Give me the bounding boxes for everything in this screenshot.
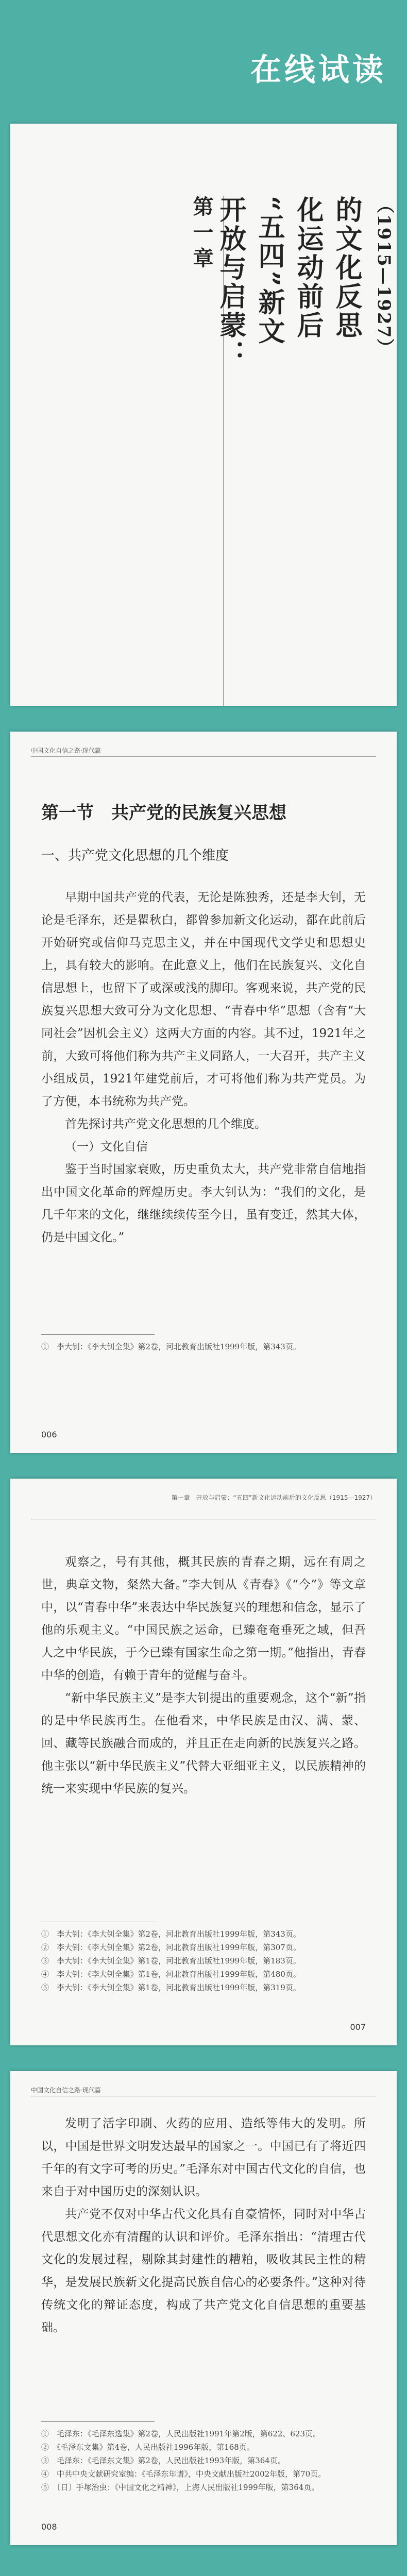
banner: [0, 0, 407, 98]
footnotes: [41, 1334, 366, 1353]
footnote: ④ 李大钊：《李大钊全集》第1卷，河北教育出版社1999年版，第480页。: [41, 1970, 301, 1979]
paragraph: 发明了活字印刷、火药的应用、造纸等伟大的发明。所以，中国是世界文明发达最早的国家之一。中国已有了将近四千年的有文字可考的历史。”毛泽东对中国古代文化的自信，也来自于对中国历史的深刻认识。: [41, 2117, 366, 2198]
footnote: ② 《毛泽东文集》第4卷，人民出版社1996年版，第168页。: [41, 2443, 255, 2452]
chapter-title-line-2: “五四”新文: [253, 196, 285, 346]
book-page-3: [10, 1479, 397, 2045]
page-number: 007: [350, 2022, 366, 2032]
paragraph: 首先探讨共产党文化思想的几个维度。: [65, 1117, 266, 1131]
book-page-4: [10, 2071, 397, 2545]
section-title: 第一节 共产党的民族复兴思想: [41, 803, 286, 823]
running-header: 中国文化自信之路·现代篇: [31, 747, 101, 754]
paragraph: （一）文化自信: [65, 1140, 148, 1154]
page-number: 006: [41, 1430, 57, 1439]
footnote: ③ 李大钊：《李大钊全集》第1卷，河北教育出版社1999年版，第183页。: [41, 1956, 301, 1965]
chapter-title-line-4: 的文化反思: [331, 196, 362, 340]
footnote: ④ 中共中央文献研究室编：《毛泽东年谱》，中央文献出版社2002年版，第70页。: [41, 2469, 326, 2479]
chapter-title-line-3: 化运动前后: [292, 196, 324, 340]
header-rule: [31, 756, 376, 757]
paragraph: 鉴于当时国家衰败，历史重负太大，共产党非常自信地指出中国文化革命的辉煌历史。李大钊认为：“我们的文化，是几千年来的文化，继继续续传至今日，虽有变迁，然其大体，仍是中国文化。”: [41, 1163, 366, 1244]
book-page-2: [10, 732, 397, 1453]
paragraph: 观察之，号有其他，概其民族的青春之期，远在有周之世，典章文物，粲然大备。”李大钊从《青春》《“今”》等文章中，以“青春中华”来表达中华民族复兴的理想和信念，显示了他的乐观主义。“中国民族之运命，已臻奄奄垂死之域，但吾人之中华民族，于今已臻有国家生命之第一期。”他指出，青春中华的创造，有赖于青年的觉醒与奋斗。: [41, 1555, 366, 1682]
paragraph: 共产党不仅对中华古代文化具有自豪情怀，同时对中华古代思想文化亦有清醒的认识和评价。毛泽东指出：“清理古代文化的发展过程，剔除其封建性的糟粕，吸收其民主性的精华，是发展民族新文化提高民族自信心的必要条件。”这种对待传统文化的辩证态度，构成了共产党文化自信思想的重要基础。: [41, 2208, 366, 2334]
book-page-1: [10, 124, 397, 706]
page-number: 008: [41, 2522, 57, 2532]
footnote: ① 李大钊：《李大钊全集》第2卷，河北教育出版社1999年版，第343页。: [41, 1342, 301, 1351]
footnote-rule: [41, 2421, 155, 2422]
footnote: ① 毛泽东：《毛泽东选集》第2卷，人民出版社1991年第2版，第622、623页。: [41, 2429, 321, 2438]
body-text: [41, 886, 366, 1314]
paragraph: 早期中国共产党的代表，无论是陈独秀，还是李大钊，无论是毛泽东，还是瞿秋白，都曾参加新文化运动，都在此前后开始研究或信仰马克思主义，并在中国现代文学史和思想史上，具有较大的影响。在此意义上，他们在民族复兴、文化自信思想上，也留下了或深或浅的脚印。客观来说，共产党的民族复兴思想大致可分为文化思想、“青春中华”思想（含有“大同社会”因机会主义）这两大方面的内容。其不过，1921年之前，大致可将他们称为共产主义同路人，一大召开，共产主义小组成员，1921年建党前后，才可将他们称为共产党员。为了方便，本书统称为共产党。: [41, 891, 366, 1108]
paragraph: “新中华民族主义”是李大钊提出的重要观念，这个“新”指的是中华民族再生。在他看来，中华民族是由汉、满、蒙、回、藏等民族融合而成的，并且正在走向新的民族复兴之路。他主张以“新中华民族主义”代替大亚细亚主义，以民族精神的统一来实现中华民族的复兴。: [41, 1691, 366, 1795]
chapter-label: 第一章: [190, 196, 214, 273]
footnote: ⑤ 〔日〕手塚治虫：《中国文化之精神》，上海人民出版社1999年版，第364页。: [41, 2483, 319, 2492]
chapter-years: （1915—1927）: [374, 196, 394, 358]
footnote: ② 李大钊：《李大钊全集》第2卷，河北教育出版社1999年版，第307页。: [41, 1943, 301, 1952]
footnote: ⑤ 李大钊：《李大钊全集》第1卷，河北教育出版社1999年版，第319页。: [41, 1983, 301, 1992]
banner-title: 在线试读: [250, 52, 386, 88]
running-header: 第一章 开放与启蒙：“五四”新文化运动前后的文化反思（1915—1927）: [171, 1494, 376, 1501]
chapter-title-line-1: 开放与启蒙：: [215, 196, 246, 369]
footnote-rule: [41, 1334, 155, 1335]
running-header: 中国文化自信之路·现代篇: [31, 2087, 101, 2094]
body-text: [41, 1551, 366, 1901]
footnote: ① 李大钊：《李大钊全集》第2卷，河北教育出版社1999年版，第343页。: [41, 1929, 301, 1939]
body-text: [41, 2112, 366, 2401]
footnotes: [41, 1922, 366, 1994]
footnote: ③ 毛泽东：《毛泽东文集》第2卷，人民出版社1993年版，第364页。: [41, 2456, 285, 2465]
sub-title: 一、共产党文化思想的几个维度: [41, 848, 229, 863]
footnotes: [41, 2421, 366, 2494]
